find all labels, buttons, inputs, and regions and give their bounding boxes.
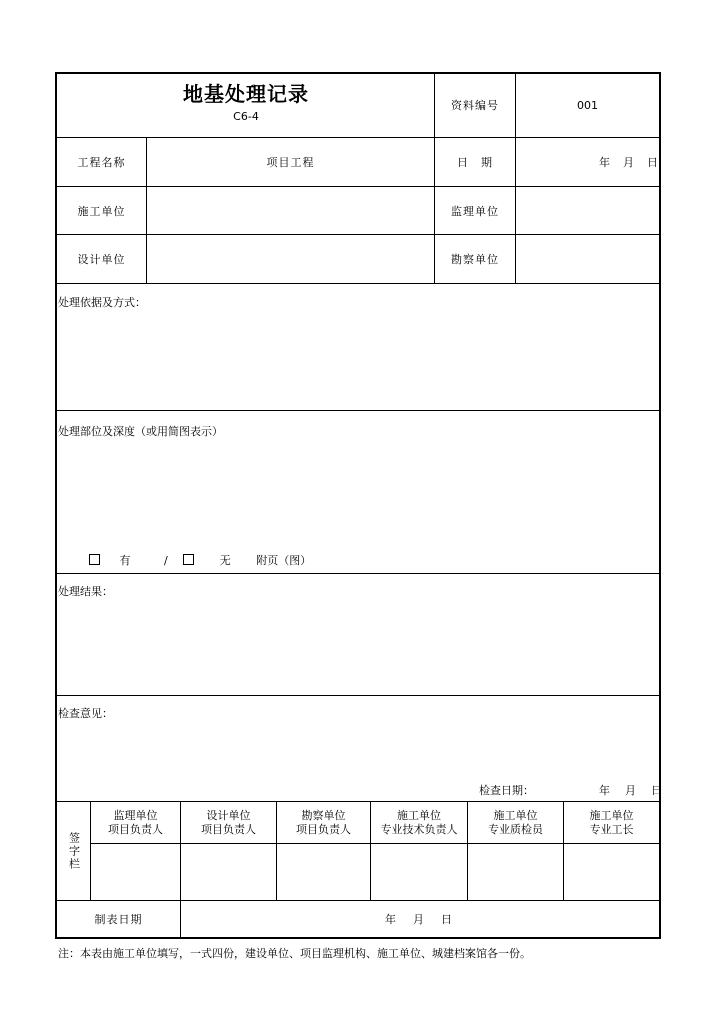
sig-cell-design[interactable] [181, 844, 276, 900]
survey-label: 勘察单位 [451, 253, 499, 266]
sig-header-survey: 勘察单位 项目负责人 [296, 808, 351, 836]
date-value[interactable]: 年 月 日 [599, 156, 659, 169]
attachment-row [89, 552, 311, 568]
project-value[interactable]: 项目工程 [266, 156, 315, 169]
result-area[interactable] [57, 600, 659, 692]
doc-no-value[interactable]: 001 [577, 98, 598, 112]
sig-cell-survey[interactable] [277, 844, 370, 900]
survey-value[interactable] [516, 235, 659, 283]
opinion-heading: 检查意见： [58, 707, 113, 720]
sig-header-foreman: 施工单位 专业工长 [589, 808, 634, 836]
supervision-value[interactable] [516, 187, 659, 234]
attach-slash: / [164, 554, 168, 567]
attach-yes-checkbox[interactable] [89, 554, 100, 565]
attach-yes-label: 有 [119, 554, 131, 567]
sig-cell-supervision[interactable] [91, 844, 180, 900]
check-date-value[interactable]: 年 月 日 [599, 784, 664, 797]
sig-cell-foreman[interactable] [564, 844, 659, 900]
sig-cell-qc[interactable] [468, 844, 563, 900]
design-value[interactable] [147, 235, 434, 283]
rule [55, 695, 661, 696]
sig-header-supervision: 监理单位 项目负责人 [108, 808, 163, 836]
check-date-label: 检查日期： [479, 784, 534, 797]
frame-bottom [55, 937, 661, 939]
supervision-label: 监理单位 [451, 204, 499, 218]
signature-side-label: 签字栏 [67, 831, 81, 871]
date-label: 日 期 [457, 156, 493, 169]
sig-header-tech-lead: 施工单位 专业技术负责人 [380, 808, 458, 836]
frame-right [659, 72, 661, 939]
form-code: C6-4 [233, 109, 259, 123]
opinion-area[interactable] [57, 722, 659, 777]
construction-value[interactable] [147, 187, 434, 234]
location-heading: 处理部位及深度（或用简图表示） [58, 425, 223, 438]
rule [55, 573, 661, 574]
doc-no-label: 资料编号 [451, 99, 499, 112]
result-heading: 处理结果： [58, 585, 113, 598]
sig-cell-tech-lead[interactable] [371, 844, 467, 900]
construction-label: 施工单位 [77, 204, 126, 218]
footnote: 注：本表由施工单位填写，一式四份，建设单位、项目监理机构、施工单位、城建档案馆各一份。 [58, 947, 531, 960]
rule [55, 410, 661, 411]
design-label: 设计单位 [77, 253, 126, 266]
sig-header-qc: 施工单位 专业质检员 [488, 808, 543, 836]
basis-area[interactable] [57, 310, 659, 408]
project-label: 工程名称 [77, 156, 126, 169]
attach-no-checkbox[interactable] [183, 554, 194, 565]
attach-note: 附页（图） [256, 554, 312, 567]
rule [55, 283, 661, 284]
attach-no-label: 无 [219, 554, 231, 567]
sig-header-design: 设计单位 项目负责人 [201, 808, 256, 836]
basis-heading: 处理依据及方式： [58, 296, 146, 309]
location-area[interactable] [57, 440, 659, 545]
make-date-value[interactable]: 年 月 日 [385, 913, 455, 926]
page-title: 地基处理记录 [183, 81, 309, 106]
make-date-label: 制表日期 [94, 913, 143, 926]
